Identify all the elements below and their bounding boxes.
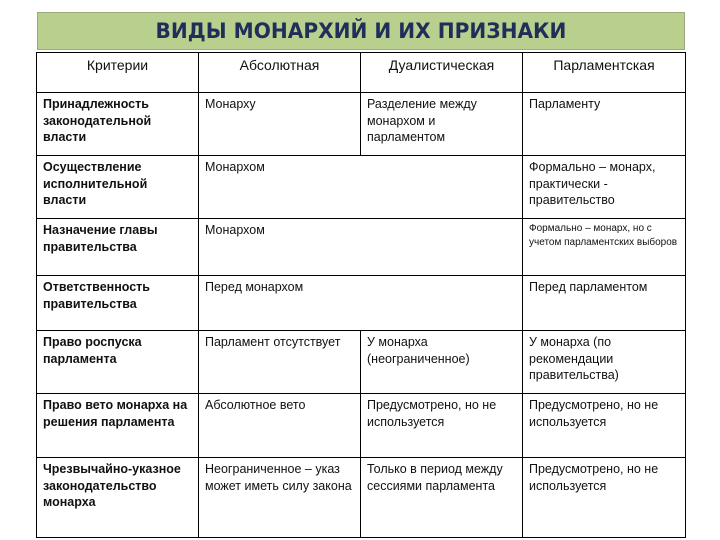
absolute-cell: Абсолютное вето [199,394,361,458]
dualistic-cell: У монарха (неограниченное) [361,331,523,394]
page-title: ВИДЫ МОНАРХИЙ И ИХ ПРИЗНАКИ [155,19,567,43]
parliamentary-cell: Формально – монарх, но с учетом парламентских выборов [523,219,686,276]
table-row [37,394,686,458]
criterion-cell: Право роспуска парламента [37,331,199,394]
header-criteria: Критерии [37,53,199,93]
monarchy-types-table [36,52,686,538]
criterion-cell: Чрезвычайно-указное законодательство монарха [37,458,199,538]
header-dualistic: Дуалистическая [361,53,523,93]
parliamentary-cell: Предусмотрено, но не используется [523,394,686,458]
table-row [37,93,686,156]
table-row [37,276,686,331]
parliamentary-cell: Перед парламентом [523,276,686,331]
parliamentary-cell: Формально – монарх, практически - правительство [523,156,686,219]
table-row [37,219,686,276]
absolute-dualistic-cell: Перед монархом [199,276,523,331]
table-row [37,331,686,394]
criterion-cell: Назначение главы правительства [37,219,199,276]
dualistic-cell: Только в период между сессиями парламента [361,458,523,538]
absolute-dualistic-cell: Монархом [199,156,523,219]
criterion-cell: Осуществление исполнительной власти [37,156,199,219]
header-absolute: Абсолютная [199,53,361,93]
dualistic-cell: Разделение между монархом и парламентом [361,93,523,156]
parliamentary-cell: Парламенту [523,93,686,156]
criterion-cell: Принадлежность законодательной власти [37,93,199,156]
table-row [37,156,686,219]
parliamentary-cell: Предусмотрено, но не используется [523,458,686,538]
absolute-cell: Монарху [199,93,361,156]
table-row [37,458,686,538]
parliamentary-cell: У монарха (по рекомендации правительства) [523,331,686,394]
absolute-cell: Неограниченное – указ может иметь силу закона [199,458,361,538]
header-parliamentary: Парламентская [523,53,686,93]
criterion-cell: Право вето монарха на решения парламента [37,394,199,458]
header-row [37,53,686,93]
title-banner [37,12,685,50]
absolute-cell: Парламент отсутствует [199,331,361,394]
absolute-dualistic-cell: Монархом [199,219,523,276]
criterion-cell: Ответственность правительства [37,276,199,331]
dualistic-cell: Предусмотрено, но не используется [361,394,523,458]
